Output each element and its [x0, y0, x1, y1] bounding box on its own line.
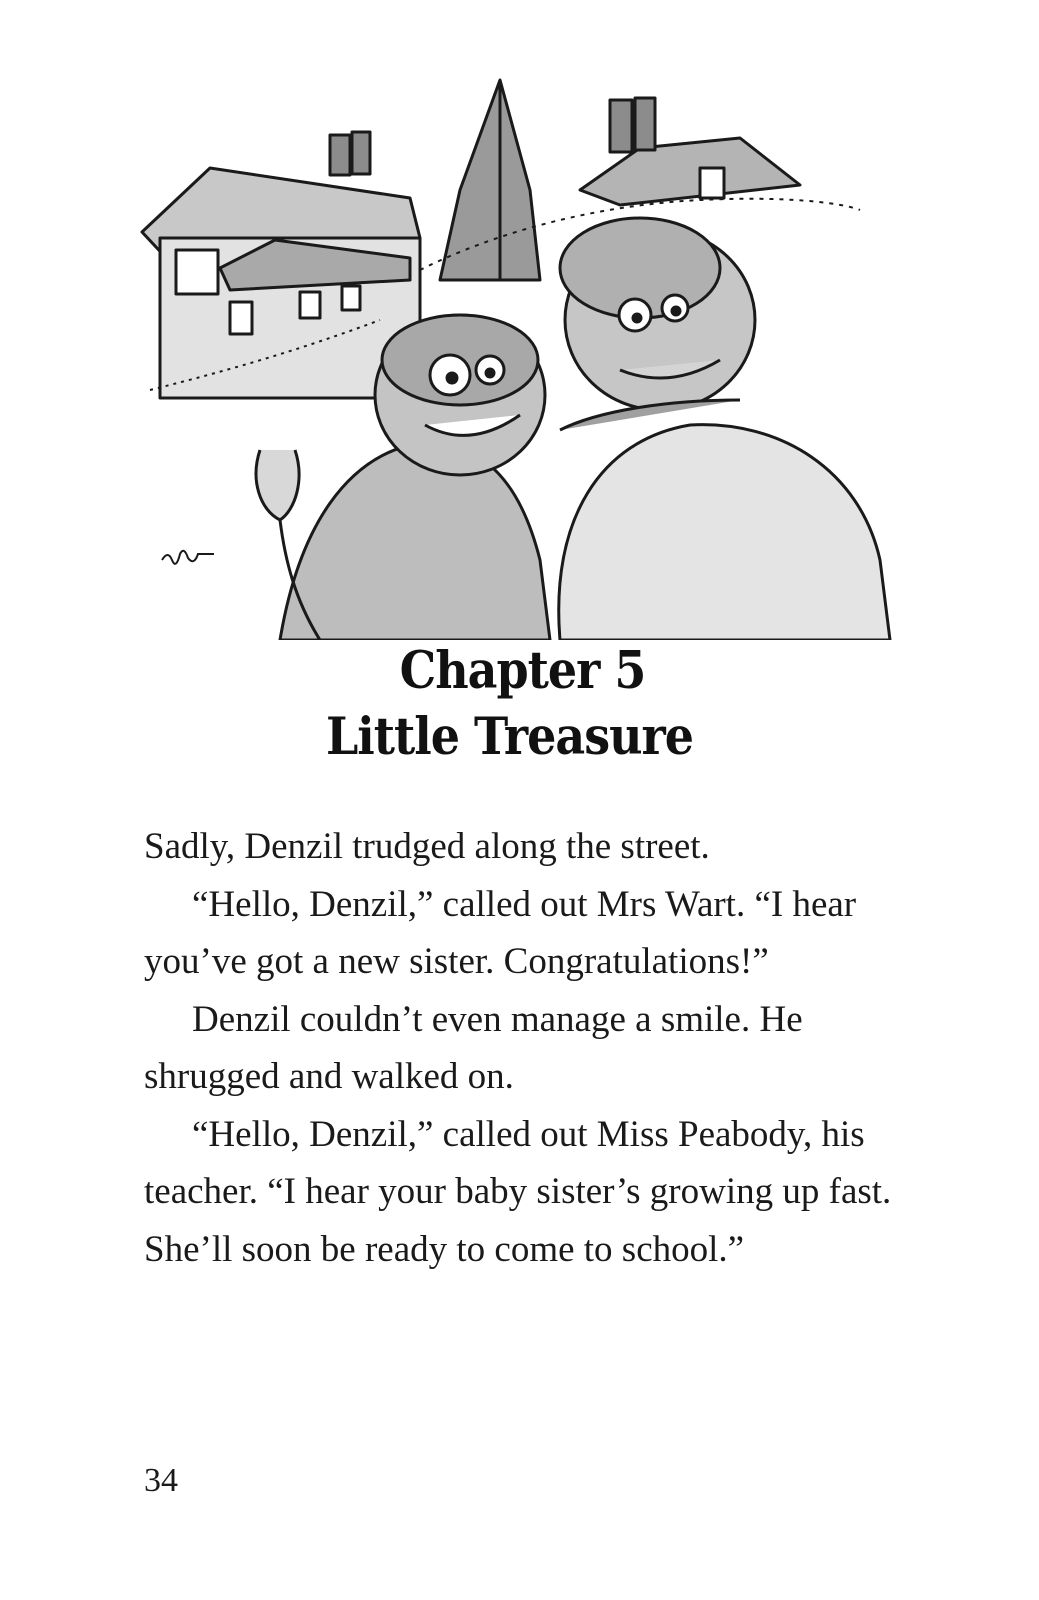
chapter-title: Little Treasure	[325, 705, 694, 766]
paragraph: Sadly, Denzil trudged along the street.	[144, 826, 710, 867]
chapter-heading	[0, 639, 1039, 766]
paragraph: “Hello, Denzil,” called out Mrs Wart. “I hear you’ve got a new sister. Congratulations!”	[144, 883, 857, 982]
chapter-number: Chapter 5	[399, 639, 646, 701]
chapter-illustration	[80, 40, 960, 640]
illustrator-signature	[162, 551, 214, 564]
house-left	[142, 132, 420, 398]
paragraph: “Hello, Denzil,” called out Miss Peabody, his teacher. “I hear your baby sister’s growing up fast. She’ll soon be ready to come to school.”	[144, 1113, 892, 1270]
page-number: 34	[144, 1462, 178, 1499]
tree	[440, 80, 540, 280]
character-right	[559, 218, 890, 640]
paragraph: Denzil couldn’t even manage a smile. He shrugged and walked on.	[144, 998, 803, 1097]
chapter-body	[144, 818, 924, 1278]
house-right	[580, 98, 800, 205]
